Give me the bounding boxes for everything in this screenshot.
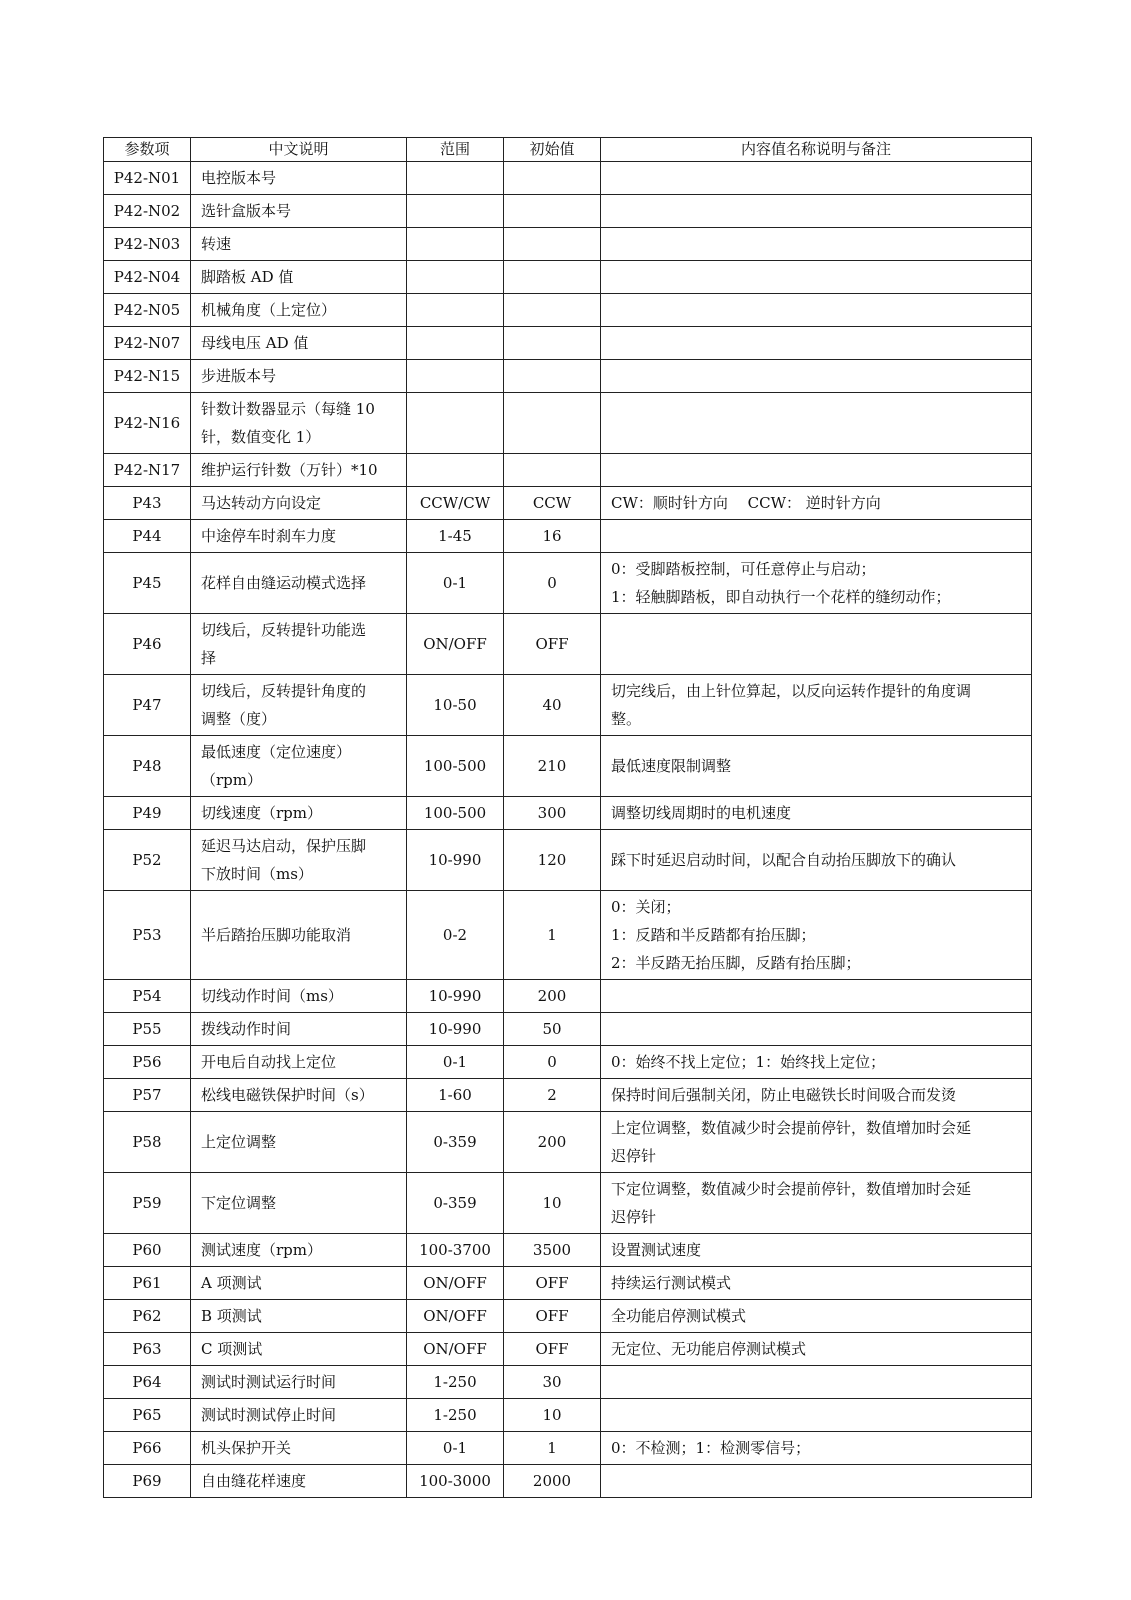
range-cell: 100-3000 xyxy=(407,1465,504,1498)
notes-line: 调整切线周期时的电机速度 xyxy=(611,804,792,822)
description-cell xyxy=(191,1234,407,1267)
table-row xyxy=(104,614,1032,675)
table-row xyxy=(104,675,1032,736)
initial-value-cell: 200 xyxy=(504,1112,601,1173)
range-cell: ON/OFF xyxy=(407,1333,504,1366)
range-cell xyxy=(407,294,504,327)
description-line: （rpm） xyxy=(201,771,262,789)
header-description: 中文说明 xyxy=(191,138,407,162)
notes-cell xyxy=(601,454,1032,487)
range-cell: 0-2 xyxy=(407,891,504,980)
description-line: 选针盒版本号 xyxy=(201,202,292,220)
table-row xyxy=(104,327,1032,360)
notes-cell xyxy=(601,487,1032,520)
initial-value-cell xyxy=(504,294,601,327)
initial-value-cell: 2000 xyxy=(504,1465,601,1498)
description-line: 最低速度（定位速度） xyxy=(201,743,352,761)
initial-value-cell: 16 xyxy=(504,520,601,553)
param-code-cell: P60 xyxy=(104,1234,191,1267)
description-line: 调整（度） xyxy=(201,710,277,728)
header-notes: 内容值名称说明与备注 xyxy=(601,138,1032,162)
notes-cell xyxy=(601,162,1032,195)
description-cell xyxy=(191,1465,407,1498)
table-row xyxy=(104,1234,1032,1267)
table-row xyxy=(104,553,1032,614)
description-line: 电控版本号 xyxy=(201,169,277,187)
description-cell xyxy=(191,487,407,520)
description-cell xyxy=(191,675,407,736)
description-line: 步进版本号 xyxy=(201,367,277,385)
description-line: 中途停车时刹车力度 xyxy=(201,527,337,545)
table-row xyxy=(104,1465,1032,1498)
initial-value-cell: OFF xyxy=(504,1300,601,1333)
range-cell: 1-250 xyxy=(407,1366,504,1399)
table-row xyxy=(104,1432,1032,1465)
notes-cell xyxy=(601,1173,1032,1234)
notes-cell xyxy=(601,228,1032,261)
notes-cell xyxy=(601,1046,1032,1079)
notes-cell xyxy=(601,1432,1032,1465)
range-cell: ON/OFF xyxy=(407,1300,504,1333)
param-code-cell: P46 xyxy=(104,614,191,675)
notes-line: 1：反踏和半反踏都有抬压脚； xyxy=(611,926,816,944)
table-row xyxy=(104,1079,1032,1112)
range-cell: 0-1 xyxy=(407,553,504,614)
range-cell: 10-990 xyxy=(407,980,504,1013)
initial-value-cell xyxy=(504,454,601,487)
table-row xyxy=(104,1399,1032,1432)
description-line: 拨线动作时间 xyxy=(201,1020,292,1038)
description-cell xyxy=(191,1300,407,1333)
range-cell xyxy=(407,261,504,294)
initial-value-cell: 0 xyxy=(504,1046,601,1079)
description-line: C 项测试 xyxy=(201,1340,263,1358)
header-range: 范围 xyxy=(407,138,504,162)
table-body xyxy=(104,162,1032,1498)
notes-cell xyxy=(601,675,1032,736)
table-row xyxy=(104,830,1032,891)
param-code-cell: P65 xyxy=(104,1399,191,1432)
range-cell: 0-359 xyxy=(407,1112,504,1173)
initial-value-cell: 10 xyxy=(504,1399,601,1432)
initial-value-cell: OFF xyxy=(504,614,601,675)
notes-line: 下定位调整，数值减少时会提前停针，数值增加时会延 xyxy=(611,1180,972,1198)
notes-cell xyxy=(601,1013,1032,1046)
description-line: 转速 xyxy=(201,235,232,253)
range-cell: 1-250 xyxy=(407,1399,504,1432)
notes-line: 踩下时延迟启动时间，以配合自动抬压脚放下的确认 xyxy=(611,851,957,869)
notes-line: 切完线后，由上针位算起，以反向运转作提针的角度调 xyxy=(611,682,972,700)
table-row xyxy=(104,294,1032,327)
description-line: 上定位调整 xyxy=(201,1133,277,1151)
notes-cell xyxy=(601,1112,1032,1173)
notes-cell xyxy=(601,553,1032,614)
notes-cell xyxy=(601,1333,1032,1366)
description-cell xyxy=(191,1366,407,1399)
description-line: 下定位调整 xyxy=(201,1194,277,1212)
description-cell xyxy=(191,1112,407,1173)
header-param: 参数项 xyxy=(104,138,191,162)
description-cell xyxy=(191,520,407,553)
initial-value-cell: 50 xyxy=(504,1013,601,1046)
notes-line: 整。 xyxy=(611,710,642,728)
description-cell xyxy=(191,294,407,327)
param-code-cell: P43 xyxy=(104,487,191,520)
description-cell xyxy=(191,1333,407,1366)
description-line: 维护运行针数（万针）*10 xyxy=(201,461,378,479)
description-line: 机械角度（上定位） xyxy=(201,301,337,319)
param-code-cell: P52 xyxy=(104,830,191,891)
range-cell xyxy=(407,360,504,393)
param-code-cell: P64 xyxy=(104,1366,191,1399)
initial-value-cell: 210 xyxy=(504,736,601,797)
description-line: 自由缝花样速度 xyxy=(201,1472,307,1490)
param-code-cell: P47 xyxy=(104,675,191,736)
initial-value-cell: CCW xyxy=(504,487,601,520)
notes-cell xyxy=(601,891,1032,980)
notes-cell xyxy=(601,1300,1032,1333)
table-row xyxy=(104,1112,1032,1173)
table-row xyxy=(104,393,1032,454)
description-cell xyxy=(191,891,407,980)
param-code-cell: P42-N17 xyxy=(104,454,191,487)
notes-line: 持续运行测试模式 xyxy=(611,1274,732,1292)
notes-cell xyxy=(601,1234,1032,1267)
initial-value-cell: 10 xyxy=(504,1173,601,1234)
notes-cell xyxy=(601,393,1032,454)
description-line: 择 xyxy=(201,649,217,667)
description-cell xyxy=(191,195,407,228)
param-code-cell: P42-N03 xyxy=(104,228,191,261)
param-code-cell: P57 xyxy=(104,1079,191,1112)
table-row xyxy=(104,487,1032,520)
description-cell xyxy=(191,980,407,1013)
notes-cell xyxy=(601,614,1032,675)
initial-value-cell: 30 xyxy=(504,1366,601,1399)
description-cell xyxy=(191,228,407,261)
description-line: 开电后自动找上定位 xyxy=(201,1053,337,1071)
initial-value-cell: 1 xyxy=(504,891,601,980)
param-code-cell: P48 xyxy=(104,736,191,797)
table-row xyxy=(104,1267,1032,1300)
range-cell xyxy=(407,228,504,261)
param-code-cell: P45 xyxy=(104,553,191,614)
notes-cell xyxy=(601,261,1032,294)
initial-value-cell: 2 xyxy=(504,1079,601,1112)
description-cell xyxy=(191,1013,407,1046)
notes-cell xyxy=(601,1465,1032,1498)
description-line: 半后踏抬压脚功能取消 xyxy=(201,926,352,944)
header-initial-value: 初始值 xyxy=(504,138,601,162)
initial-value-cell xyxy=(504,393,601,454)
description-line: 针数计数器显示（每缝 10 xyxy=(201,400,375,418)
description-cell xyxy=(191,553,407,614)
notes-line: 0：始终不找上定位；1：始终找上定位； xyxy=(611,1053,886,1071)
description-line: 延迟马达启动，保护压脚 xyxy=(201,837,367,855)
table-row xyxy=(104,228,1032,261)
notes-line: 全功能启停测试模式 xyxy=(611,1307,747,1325)
table-row xyxy=(104,1333,1032,1366)
notes-cell xyxy=(601,1079,1032,1112)
param-code-cell: P42-N05 xyxy=(104,294,191,327)
notes-line: 迟停针 xyxy=(611,1208,657,1226)
description-cell xyxy=(191,1046,407,1079)
initial-value-cell: 40 xyxy=(504,675,601,736)
description-cell xyxy=(191,830,407,891)
description-cell xyxy=(191,1399,407,1432)
param-code-cell: P63 xyxy=(104,1333,191,1366)
range-cell: 0-1 xyxy=(407,1432,504,1465)
table-row xyxy=(104,195,1032,228)
notes-cell xyxy=(601,980,1032,1013)
initial-value-cell: OFF xyxy=(504,1333,601,1366)
range-cell: ON/OFF xyxy=(407,614,504,675)
notes-line: 无定位、无功能启停测试模式 xyxy=(611,1340,807,1358)
description-line: 切线动作时间（ms） xyxy=(201,987,343,1005)
description-cell xyxy=(191,1432,407,1465)
description-line: 测试速度（rpm） xyxy=(201,1241,322,1259)
initial-value-cell: 120 xyxy=(504,830,601,891)
table-row xyxy=(104,891,1032,980)
description-line: 脚踏板 AD 值 xyxy=(201,268,294,286)
range-cell: ON/OFF xyxy=(407,1267,504,1300)
range-cell: CCW/CW xyxy=(407,487,504,520)
description-line: 切线后，反转提针功能选 xyxy=(201,621,367,639)
description-cell xyxy=(191,393,407,454)
range-cell xyxy=(407,162,504,195)
param-code-cell: P59 xyxy=(104,1173,191,1234)
initial-value-cell xyxy=(504,327,601,360)
range-cell xyxy=(407,393,504,454)
initial-value-cell: 300 xyxy=(504,797,601,830)
table-header-row xyxy=(104,138,1032,162)
notes-line: 0：不检测；1：检测零信号； xyxy=(611,1439,811,1457)
notes-cell xyxy=(601,1366,1032,1399)
description-cell xyxy=(191,1079,407,1112)
notes-cell xyxy=(601,294,1032,327)
initial-value-cell xyxy=(504,261,601,294)
notes-line: 1：轻触脚踏板，即自动执行一个花样的缝纫动作； xyxy=(611,588,951,606)
description-line: 下放时间（ms） xyxy=(201,865,313,883)
range-cell: 1-45 xyxy=(407,520,504,553)
range-cell: 10-990 xyxy=(407,830,504,891)
initial-value-cell xyxy=(504,162,601,195)
initial-value-cell: 1 xyxy=(504,1432,601,1465)
description-cell xyxy=(191,797,407,830)
range-cell xyxy=(407,327,504,360)
initial-value-cell: 3500 xyxy=(504,1234,601,1267)
table-row xyxy=(104,454,1032,487)
initial-value-cell: 200 xyxy=(504,980,601,1013)
param-code-cell: P58 xyxy=(104,1112,191,1173)
param-code-cell: P42-N07 xyxy=(104,327,191,360)
param-code-cell: P54 xyxy=(104,980,191,1013)
notes-line: CW：顺时针方向 CCW： 逆时针方向 xyxy=(611,494,881,512)
table-row xyxy=(104,261,1032,294)
notes-cell xyxy=(601,520,1032,553)
param-code-cell: P53 xyxy=(104,891,191,980)
table-row xyxy=(104,980,1032,1013)
param-code-cell: P61 xyxy=(104,1267,191,1300)
description-line: B 项测试 xyxy=(201,1307,262,1325)
initial-value-cell xyxy=(504,195,601,228)
notes-cell xyxy=(601,797,1032,830)
description-line: 针，数值变化 1） xyxy=(201,428,321,446)
description-line: A 项测试 xyxy=(201,1274,262,1292)
description-cell xyxy=(191,454,407,487)
param-code-cell: P66 xyxy=(104,1432,191,1465)
description-cell xyxy=(191,614,407,675)
range-cell xyxy=(407,454,504,487)
description-line: 花样自由缝运动模式选择 xyxy=(201,574,367,592)
notes-line: 0：关闭； xyxy=(611,898,681,916)
range-cell: 100-3700 xyxy=(407,1234,504,1267)
table-row xyxy=(104,1173,1032,1234)
param-code-cell: P42-N15 xyxy=(104,360,191,393)
description-line: 切线后，反转提针角度的 xyxy=(201,682,367,700)
notes-line: 上定位调整，数值减少时会提前停针，数值增加时会延 xyxy=(611,1119,972,1137)
param-code-cell: P69 xyxy=(104,1465,191,1498)
param-code-cell: P42-N01 xyxy=(104,162,191,195)
param-code-cell: P42-N04 xyxy=(104,261,191,294)
table-row xyxy=(104,1046,1032,1079)
notes-line: 最低速度限制调整 xyxy=(611,757,732,775)
description-cell xyxy=(191,162,407,195)
notes-cell xyxy=(601,830,1032,891)
description-cell xyxy=(191,736,407,797)
notes-line: 迟停针 xyxy=(611,1147,657,1165)
initial-value-cell xyxy=(504,360,601,393)
param-code-cell: P44 xyxy=(104,520,191,553)
notes-line: 0：受脚踏板控制，可任意停止与启动； xyxy=(611,560,876,578)
range-cell: 100-500 xyxy=(407,797,504,830)
notes-line: 设置测试速度 xyxy=(611,1241,702,1259)
notes-cell xyxy=(601,736,1032,797)
description-line: 松线电磁铁保护时间（s） xyxy=(201,1086,374,1104)
description-line: 马达转动方向设定 xyxy=(201,494,322,512)
notes-cell xyxy=(601,195,1032,228)
table-row xyxy=(104,736,1032,797)
table-row xyxy=(104,797,1032,830)
notes-cell xyxy=(601,1267,1032,1300)
description-cell xyxy=(191,360,407,393)
param-code-cell: P62 xyxy=(104,1300,191,1333)
table-row xyxy=(104,360,1032,393)
range-cell: 10-990 xyxy=(407,1013,504,1046)
description-line: 测试时测试停止时间 xyxy=(201,1406,337,1424)
description-cell xyxy=(191,327,407,360)
notes-cell xyxy=(601,327,1032,360)
description-cell xyxy=(191,1173,407,1234)
initial-value-cell: 0 xyxy=(504,553,601,614)
description-line: 切线速度（rpm） xyxy=(201,804,322,822)
param-code-cell: P49 xyxy=(104,797,191,830)
notes-line: 保持时间后强制关闭，防止电磁铁长时间吸合而发烫 xyxy=(611,1086,957,1104)
param-code-cell: P42-N16 xyxy=(104,393,191,454)
description-line: 母线电压 AD 值 xyxy=(201,334,309,352)
param-code-cell: P56 xyxy=(104,1046,191,1079)
notes-cell xyxy=(601,1399,1032,1432)
range-cell: 0-359 xyxy=(407,1173,504,1234)
table-row xyxy=(104,520,1032,553)
table-row xyxy=(104,1013,1032,1046)
table-row xyxy=(104,1366,1032,1399)
parameter-table xyxy=(103,137,1032,1498)
param-code-cell: P55 xyxy=(104,1013,191,1046)
description-cell xyxy=(191,261,407,294)
description-line: 机头保护开关 xyxy=(201,1439,292,1457)
table-row xyxy=(104,162,1032,195)
param-code-cell: P42-N02 xyxy=(104,195,191,228)
range-cell: 0-1 xyxy=(407,1046,504,1079)
initial-value-cell: OFF xyxy=(504,1267,601,1300)
table-row xyxy=(104,1300,1032,1333)
notes-line: 2：半反踏无抬压脚，反踏有抬压脚； xyxy=(611,954,861,972)
description-cell xyxy=(191,1267,407,1300)
range-cell: 100-500 xyxy=(407,736,504,797)
notes-cell xyxy=(601,360,1032,393)
initial-value-cell xyxy=(504,228,601,261)
range-cell: 10-50 xyxy=(407,675,504,736)
range-cell xyxy=(407,195,504,228)
description-line: 测试时测试运行时间 xyxy=(201,1373,337,1391)
range-cell: 1-60 xyxy=(407,1079,504,1112)
